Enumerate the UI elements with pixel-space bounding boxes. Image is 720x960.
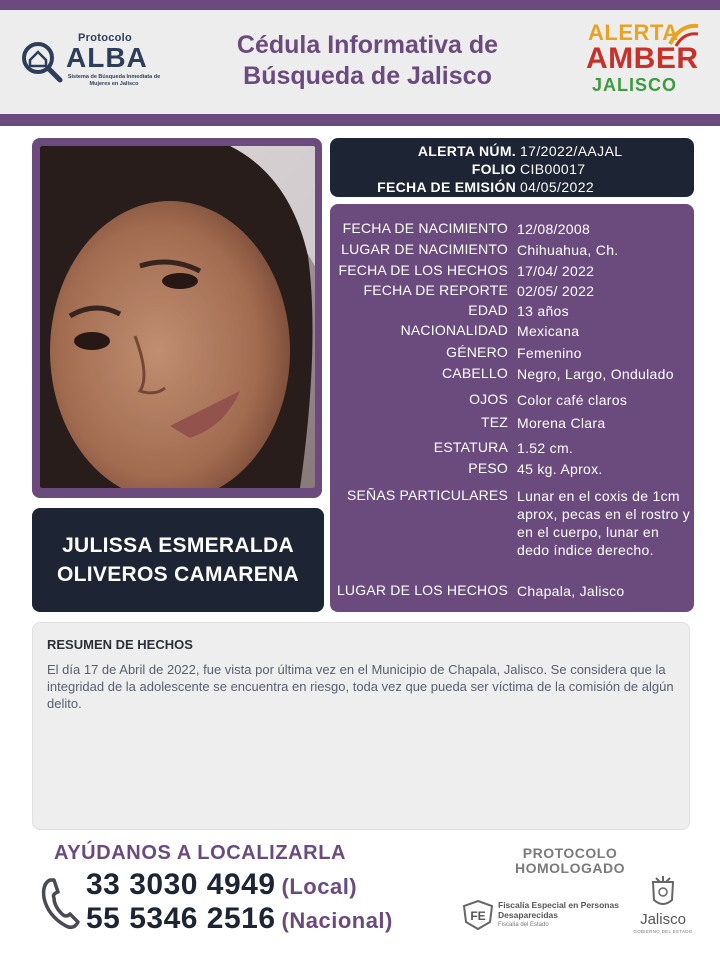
detail-label: NACIONALIDAD bbox=[400, 322, 508, 338]
detail-value: Color café claros bbox=[517, 392, 628, 408]
phone-local-number[interactable]: 33 3030 4949 bbox=[86, 868, 276, 901]
detail-value: 02/05/ 2022 bbox=[517, 283, 595, 299]
phone-national-row bbox=[86, 902, 393, 936]
summary-box bbox=[32, 622, 690, 830]
detail-label: PESO bbox=[468, 460, 508, 476]
protocolo-line-2: HOMOLOGADO bbox=[515, 860, 625, 876]
header-bottom-bar bbox=[0, 114, 720, 126]
protocolo-line-1: PROTOCOLO bbox=[522, 845, 618, 861]
alert-number-label: ALERTA NÚM. bbox=[417, 143, 516, 159]
detail-label: FECHA DE LOS HECHOS bbox=[338, 262, 508, 278]
detail-value: 12/08/2008 bbox=[517, 221, 591, 237]
fiscalia-especial-text: Fiscalía Especial en Personas Desaparecidas bbox=[498, 900, 619, 920]
detail-label: FECHA DE REPORTE bbox=[363, 282, 508, 298]
emission-date-label: FECHA DE EMISIÓN bbox=[377, 179, 516, 195]
detail-label: OJOS bbox=[469, 391, 508, 407]
amber-jalisco-text: JALISCO bbox=[592, 75, 678, 95]
folio-row bbox=[330, 161, 694, 179]
phone-local-tag: (Local) bbox=[281, 874, 358, 899]
summary-text: El día 17 de Abril de 2022, fue vista por última vez en el Municipio de Chapala, Jalisco. Se considera que la integridad de la adolescente se encuentra en riesgo, toda vez que pueda ser víctima de la comisión de algún delito. bbox=[47, 662, 674, 711]
emission-date-row bbox=[330, 179, 694, 197]
detail-value: 17/04/ 2022 bbox=[517, 263, 595, 279]
portrait-illustration bbox=[40, 146, 315, 488]
detail-label: GÉNERO bbox=[446, 344, 508, 360]
detail-value: 1.52 cm. bbox=[517, 440, 574, 456]
fe-badge-icon bbox=[462, 900, 494, 930]
amber-alerta-text: ALERTA bbox=[588, 20, 679, 45]
alba-subtitle: Sistema de Búsqueda Inmediata de Mujeres en Jalisco bbox=[67, 74, 161, 87]
folio-label: FOLIO bbox=[471, 161, 516, 177]
details-box bbox=[330, 204, 694, 612]
alert-number-value: 17/2022/AAJAL bbox=[520, 143, 623, 159]
detail-label: EDAD bbox=[468, 302, 508, 318]
detail-value: Mexicana bbox=[517, 323, 580, 339]
emission-date-value: 04/05/2022 bbox=[520, 179, 595, 195]
protocolo-alba-logo bbox=[20, 30, 170, 94]
phone-local-row bbox=[86, 868, 357, 902]
title-line-1: Cédula Informativa de bbox=[236, 31, 499, 59]
detail-label: FECHA DE NACIMIENTO bbox=[342, 220, 508, 236]
alba-protocolo-label: Protocolo bbox=[78, 32, 133, 44]
alert-info-box bbox=[330, 138, 694, 197]
detail-value: 13 años bbox=[517, 303, 569, 319]
detail-label: CABELLO bbox=[442, 365, 508, 381]
name-line-1: JULISSA ESMERALDA bbox=[62, 534, 294, 557]
detail-value: Chapala, Jalisco bbox=[517, 583, 625, 599]
alba-name: ALBA bbox=[66, 42, 148, 73]
detail-value: Morena Clara bbox=[517, 415, 606, 431]
detail-label: LUGAR DE NACIMIENTO bbox=[341, 241, 508, 257]
folio-value: CIB00017 bbox=[520, 161, 586, 177]
detail-value: 45 kg. Aprox. bbox=[517, 461, 603, 477]
phone-icon bbox=[40, 876, 80, 930]
phone-national-number[interactable]: 55 5346 2516 bbox=[86, 902, 276, 935]
detail-value: Lunar en el coxis de 1cm aprox, pecas en el rostro y en el cuerpo, lunar en dedo índice derecho. bbox=[517, 488, 691, 558]
help-locate-heading: AYÚDANOS A LOCALIZARLA bbox=[54, 842, 347, 864]
name-line-2: OLIVEROS CAMARENA bbox=[57, 563, 299, 586]
magnifier-house-icon bbox=[20, 40, 64, 84]
phone-national-tag: (Nacional) bbox=[281, 908, 393, 933]
person-name-box bbox=[32, 508, 324, 612]
detail-value: Chihuahua, Ch. bbox=[517, 242, 619, 258]
fe-badge-text: FE bbox=[470, 909, 486, 923]
top-bar bbox=[0, 0, 720, 10]
jalisco-logo-text: Jalisco bbox=[640, 911, 686, 928]
detail-value: Negro, Largo, Ondulado bbox=[517, 366, 674, 382]
title-line-2: Búsqueda de Jalisco bbox=[243, 62, 492, 90]
detail-label: TEZ bbox=[480, 414, 508, 430]
detail-value: Femenino bbox=[517, 345, 582, 361]
detail-label: LUGAR DE LOS HECHOS bbox=[336, 582, 508, 598]
person-name bbox=[57, 531, 299, 589]
amber-amber-text: AMBER bbox=[586, 42, 699, 75]
alert-number-row bbox=[330, 143, 694, 161]
protocolo-homologado bbox=[500, 846, 640, 876]
summary-title: RESUMEN DE HECHOS bbox=[47, 637, 193, 652]
person-photo bbox=[40, 146, 315, 488]
jalisco-crest-icon bbox=[648, 874, 678, 910]
detail-label: ESTATURA bbox=[433, 439, 508, 455]
page-title bbox=[180, 30, 555, 92]
gobierno-estado-text: GOBIERNO DEL ESTADO bbox=[633, 929, 693, 934]
fiscalia-estado-text: Fiscalía del Estado bbox=[498, 922, 549, 928]
alerta-amber-logo bbox=[582, 20, 702, 98]
detail-label: SEÑAS PARTICULARES bbox=[346, 487, 508, 503]
